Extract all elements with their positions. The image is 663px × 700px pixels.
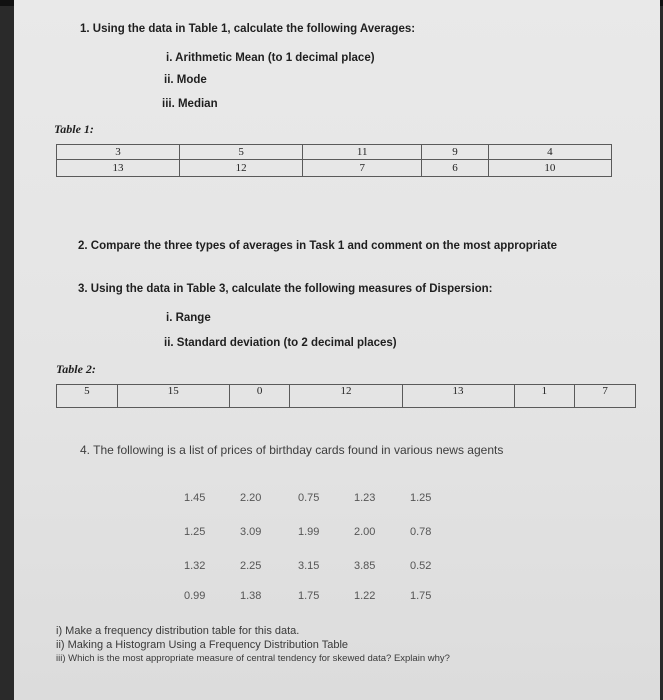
table-cell: 11	[303, 145, 422, 160]
table-row	[57, 160, 612, 177]
price-cell: 3.15	[298, 560, 320, 572]
price-cell: 1.23	[354, 492, 376, 504]
price-cell: 1.32	[184, 560, 206, 572]
price-cell: 1.25	[410, 492, 432, 504]
table-cell: 9	[422, 145, 489, 160]
q3-item-2: ii. Standard deviation (to 2 decimal places)	[164, 337, 397, 349]
table-row	[57, 145, 612, 160]
table-cell: 12	[290, 385, 402, 408]
price-cell: 2.25	[240, 560, 262, 572]
table-1-label: Table 1:	[54, 122, 94, 136]
price-cell: 0.75	[298, 492, 320, 504]
question-4: 4. The following is a list of prices of birthday cards found in various news agents	[80, 443, 504, 457]
table-cell: 0	[229, 385, 290, 408]
price-cell: 1.75	[410, 590, 432, 602]
q1-item-1: i. Arithmetic Mean (to 1 decimal place)	[166, 52, 375, 64]
price-cell: 1.25	[184, 526, 206, 538]
table-cell: 3	[57, 145, 180, 160]
question-3: 3. Using the data in Table 3, calculate the following measures of Dispersion:	[78, 283, 493, 295]
price-cell: 3.85	[354, 560, 376, 572]
table-cell: 5	[180, 145, 303, 160]
question-1: 1. Using the data in Table 1, calculate the following Averages:	[80, 23, 416, 35]
price-cell: 0.52	[410, 560, 432, 572]
table-cell: 1	[514, 385, 575, 408]
price-cell: 2.20	[240, 492, 262, 504]
table-cell: 10	[488, 160, 611, 177]
task-item-3: iii) Which is the most appropriate measure of central tendency for skewed data? Explain why?	[56, 653, 450, 664]
task-item-1: i) Make a frequency distribution table for this data.	[56, 625, 300, 637]
question-2: 2. Compare the three types of averages in Task 1 and comment on the most appropriate	[78, 240, 558, 252]
price-cell: 1.75	[298, 590, 320, 602]
table-cell: 15	[117, 385, 229, 408]
price-cell: 3.09	[240, 526, 262, 538]
q1-item-3: iii. Median	[162, 98, 218, 110]
price-cell: 1.38	[240, 590, 262, 602]
table-cell: 13	[402, 385, 514, 408]
price-cell: 1.45	[184, 492, 206, 504]
price-cell: 1.99	[298, 526, 320, 538]
table-cell: 6	[422, 160, 489, 177]
table-cell: 12	[180, 160, 303, 177]
table-row	[57, 385, 636, 408]
table-cell: 4	[488, 145, 611, 160]
table-2-label: Table 2:	[56, 362, 96, 376]
price-cell: 0.78	[410, 526, 432, 538]
q3-item-1: i. Range	[166, 312, 211, 324]
task-item-2: ii) Making a Histogram Using a Frequency Distribution Table	[56, 639, 349, 651]
table-cell: 5	[57, 385, 118, 408]
table-cell: 7	[575, 385, 636, 408]
price-cell: 1.22	[354, 590, 376, 602]
price-cell: 2.00	[354, 526, 376, 538]
q1-item-2: ii. Mode	[164, 74, 207, 86]
price-cell: 0.99	[184, 590, 206, 602]
table-cell: 13	[57, 160, 180, 177]
worksheet-page	[14, 0, 660, 700]
table-cell: 7	[303, 160, 422, 177]
table-1	[56, 144, 612, 177]
table-2	[56, 384, 636, 408]
